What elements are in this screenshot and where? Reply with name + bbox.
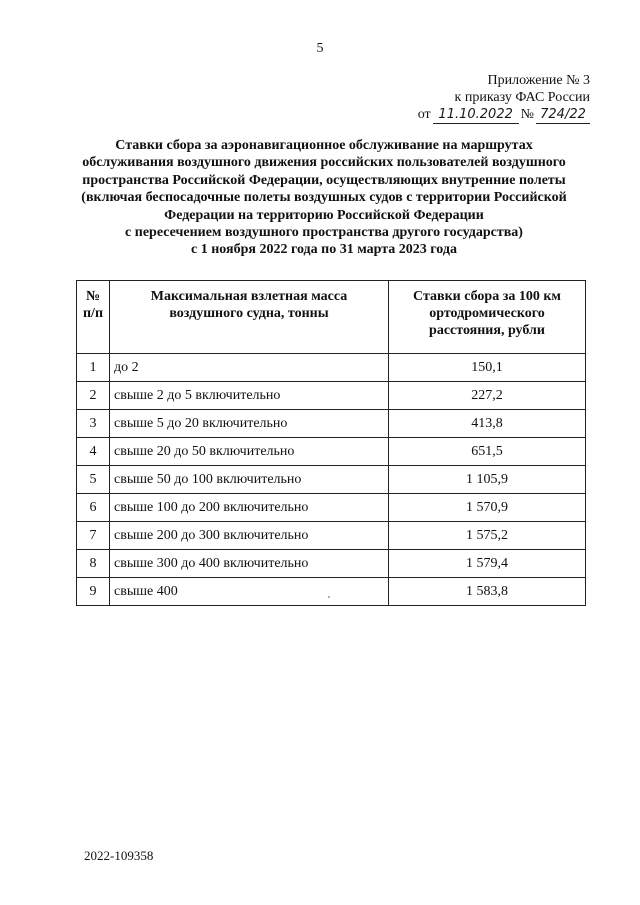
table-row: [77, 550, 586, 578]
row-rate: 227,2: [389, 382, 586, 410]
order-date: 11.10.2022: [433, 106, 519, 124]
row-num: 2: [77, 382, 110, 410]
header-mass-line: Максимальная взлетная масса: [150, 289, 348, 304]
document-id: 2022-109358: [84, 848, 154, 863]
row-num: 9: [77, 578, 110, 606]
table-row: [77, 466, 586, 494]
header-num-line: №: [85, 289, 101, 304]
row-num: 4: [77, 438, 110, 466]
header-mass-line: воздушного судна, тонны: [169, 306, 329, 321]
order-number: 724/22: [536, 106, 590, 124]
header-rate: [389, 281, 586, 354]
row-mass: свыше 100 до 200 включительно: [110, 494, 389, 522]
header-rate-line: Ставки сбора за 100 км: [413, 289, 561, 304]
document-title: [60, 137, 588, 259]
header-num: [77, 281, 110, 354]
table-row: [77, 522, 586, 550]
header-mass: [110, 281, 389, 354]
order-date-line: [418, 106, 590, 124]
appendix-header: [418, 72, 590, 124]
table-row: [77, 354, 586, 382]
row-rate: 651,5: [389, 438, 586, 466]
header-rate-line: расстояния, рубли: [429, 323, 545, 338]
row-rate: 1 575,2: [389, 522, 586, 550]
row-rate: 1 579,4: [389, 550, 586, 578]
row-mass: свыше 20 до 50 включительно: [110, 438, 389, 466]
row-rate: 150,1: [389, 354, 586, 382]
row-mass: свыше 50 до 100 включительно: [110, 466, 389, 494]
page-number: 5: [316, 41, 324, 56]
table-header-row: [77, 281, 586, 354]
appendix-label: Приложение № 3: [487, 73, 590, 88]
order-prefix: от: [417, 107, 431, 122]
row-num: 1: [77, 354, 110, 382]
row-rate: 413,8: [389, 410, 586, 438]
row-num: 5: [77, 466, 110, 494]
table-row: [77, 438, 586, 466]
row-num: 8: [77, 550, 110, 578]
title-line: пространства Российской Федерации, осуществляющих внутренние полеты: [82, 172, 566, 188]
order-number-sign: №: [520, 107, 534, 122]
order-reference: к приказу ФАС России: [454, 90, 590, 105]
table-row: [77, 494, 586, 522]
row-num: 3: [77, 410, 110, 438]
table-row: [77, 578, 586, 606]
header-num-line: п/п: [82, 306, 104, 321]
title-line: (включая беспосадочные полеты воздушных судов с территории Российской: [81, 190, 567, 206]
rates-table: [76, 280, 586, 606]
row-mass: свыше 5 до 20 включительно: [110, 410, 389, 438]
table-row: [77, 410, 586, 438]
row-rate: 1 570,9: [389, 494, 586, 522]
row-mass: свыше 200 до 300 включительно: [110, 522, 389, 550]
title-line: с пересечением воздушного пространства другого государства): [125, 225, 523, 241]
title-line: Федерации на территорию Российской Федерации: [164, 207, 484, 223]
row-mass: свыше 400: [110, 578, 389, 606]
row-num: 6: [77, 494, 110, 522]
row-num: 7: [77, 522, 110, 550]
table-row: [77, 382, 586, 410]
title-line: Ставки сбора за аэронавигационное обслуживание на маршрутах: [115, 138, 533, 153]
title-line: с 1 ноября 2022 года по 31 марта 2023 года: [191, 242, 457, 258]
row-mass: свыше 2 до 5 включительно: [110, 382, 389, 410]
row-rate: 1 105,9: [389, 466, 586, 494]
scan-speck: [328, 596, 330, 598]
row-mass: до 2: [110, 354, 389, 382]
header-rate-line: ортодромического: [429, 306, 545, 321]
row-mass: свыше 300 до 400 включительно: [110, 550, 389, 578]
row-rate: 1 583,8: [389, 578, 586, 606]
title-line: обслуживания воздушного движения российских пользователей воздушного: [82, 155, 566, 171]
